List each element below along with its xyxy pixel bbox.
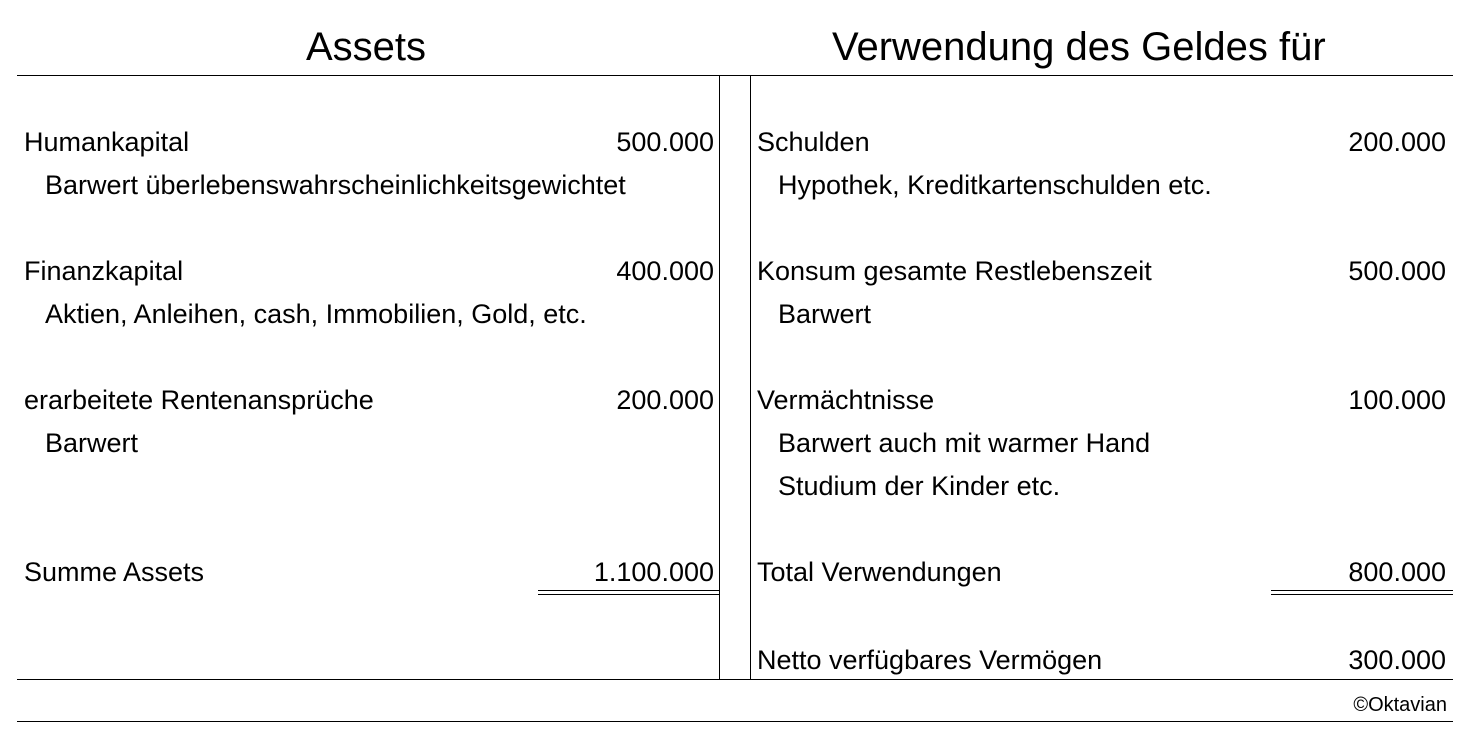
- net-assets-label: Netto verfügbares Vermögen: [757, 645, 1103, 675]
- net-assets-value: 300.000: [1348, 645, 1446, 675]
- copyright-notice: ©Oktavian: [1353, 694, 1447, 716]
- assets-total-value: 1.100.000: [593, 557, 714, 587]
- asset-label-finanzkapital: Finanzkapital: [24, 256, 184, 286]
- use-value-schulden: 200.000: [1348, 127, 1446, 157]
- asset-sub-humankapital: Barwert überlebenswahrscheinlichkeitsgewichtet: [45, 170, 626, 200]
- header-rule: [17, 75, 1453, 76]
- use-sub-schulden: Hypothek, Kreditkartenschulden etc.: [778, 170, 1212, 200]
- use-label-vermaechtnisse: Vermächtnisse: [757, 385, 935, 415]
- divider-left: [719, 75, 720, 679]
- assets-total-label: Summe Assets: [24, 557, 205, 587]
- use-value-vermaechtnisse: 100.000: [1348, 385, 1446, 415]
- assets-total-double-underline: [538, 590, 719, 595]
- bottom-rule: [17, 679, 1453, 680]
- asset-label-humankapital: Humankapital: [24, 127, 190, 157]
- use-sub-vermaechtnisse-2: Studium der Kinder etc.: [778, 471, 1061, 501]
- asset-label-rentenansprueche: erarbeitete Rentenansprüche: [24, 385, 374, 415]
- uses-total-label: Total Verwendungen: [757, 557, 1002, 587]
- asset-value-finanzkapital: 400.000: [616, 256, 714, 286]
- use-sub-vermaechtnisse-1: Barwert auch mit warmer Hand: [778, 428, 1151, 458]
- use-sub-konsum: Barwert: [778, 299, 872, 329]
- uses-total-value: 800.000: [1348, 557, 1446, 587]
- asset-sub-finanzkapital: Aktien, Anleihen, cash, Immobilien, Gold, etc.: [45, 299, 587, 329]
- asset-sub-rentenansprueche: Barwert: [45, 428, 139, 458]
- uses-total-double-underline: [1271, 590, 1453, 595]
- assets-heading: Assets: [306, 25, 427, 69]
- divider-right: [750, 75, 751, 679]
- asset-value-humankapital: 500.000: [616, 127, 714, 157]
- footer-rule: [17, 721, 1453, 722]
- use-label-schulden: Schulden: [757, 127, 870, 157]
- use-value-konsum: 500.000: [1348, 256, 1446, 286]
- asset-value-rentenansprueche: 200.000: [616, 385, 714, 415]
- uses-heading: Verwendung des Geldes für: [832, 25, 1326, 69]
- use-label-konsum: Konsum gesamte Restlebenszeit: [757, 256, 1152, 286]
